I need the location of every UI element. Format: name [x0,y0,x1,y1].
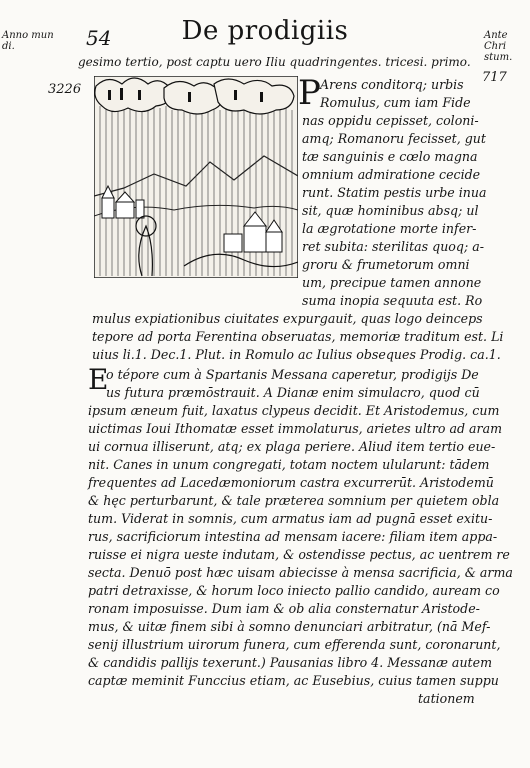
right-margin-note [484,30,530,63]
paragraph2-line: ronam imposuisse. Dum iam & ob alia consternatur Aristode- [88,601,480,616]
paragraph2-line: secta. Denuō post hæc uisam abiecisse à mensa sacrificia, & arma [88,565,513,580]
paragraph1-line: sit, quæ hominibus absq; ul [302,203,479,218]
intro-line: gesimo tertio, post captu uero Iliu quadringentes. tricesi. primo. [78,55,471,69]
paragraph1-line: Arens conditorq; urbis [320,77,464,92]
woodcut-blood-rain-illustration [94,76,298,278]
paragraph1-line: tæ sanguinis e cœlo magna [302,149,478,164]
paragraph2-line: senij illustrium uirorum funera, cum efferenda sunt, coronarunt, [88,637,501,652]
paragraph2-line: rus, sacrificiorum intestina ad mensam iacere: filiam item appa- [88,529,498,544]
paragraph2-line: ruisse ei nigra ueste indutam, & ostendisse pectus, ac uentrem re [88,547,510,562]
left-margin-year: 3226 [48,82,82,97]
paragraph1-line: suma inopia sequuta est. Ro [302,293,483,308]
running-head: De prodigiis [181,16,349,46]
paragraph1-line: groru & frumetorum omni [302,257,470,272]
paragraph2-line: & hęc perturbarunt, & tale præterea somnium per quietem obla [88,493,500,508]
right-margin-note-line2: stum. [484,52,513,63]
paragraph1-line: uius li.1. Dec.1. Plut. in Romulo ac Iulius obseques Prodig. ca.1. [92,347,501,362]
paragraph1-line: la ægrotatione morte infer- [302,221,477,236]
paragraph1-line: omnium admiratione cecide [302,167,481,182]
paragraph2-line: us futura præmōstrauit. A Dianæ enim simulacro, quod cū [106,385,480,400]
paragraph2-line: & candidis pallijs texerunt.) Pausanias libro 4. Messanæ autem [88,655,493,670]
left-margin-note-line2: di. [2,41,15,52]
paragraph2-line: frequentes ad Lacedæmoniorum castra excurrerūt. Aristodemū [88,475,494,490]
paragraph2-dropcap: E [88,363,109,396]
page-number: 54 [86,26,112,50]
paragraph1-line: Romulus, cum iam Fide [320,95,471,110]
paragraph2-line: nit. Canes in unum congregati, totam noctem ulularunt: tādem [88,457,490,472]
paragraph2-line: captæ meminit Funccius etiam, ac Eusebius, cuius tamen suppu [88,673,499,688]
paragraph2-line: ui cornua illiserunt, atq; ex plaga periere. Aliud item tertio eue- [88,439,496,454]
paragraph2-line: o tépore cum à Spartanis Messana caperetur, prodigijs De [106,367,479,382]
paragraph1-line: ret subita: sterilitas quoq; a- [302,239,484,254]
right-margin-year: 717 [482,70,507,85]
paragraph1-dropcap: P [298,73,321,113]
right-margin-note-line1: Ante Chri [484,30,508,52]
paragraph2-line: ipsum æneum fuit, laxatus clypeus decidit. Et Aristodemus, cum [88,403,500,418]
left-margin-note-line1: Anno mun [2,30,54,41]
paragraph1-line: nas oppidu cepisset, coloni- [302,113,479,128]
paragraph2-line: patri detraxisse, & horum loco iniecto pallio candido, auream co [88,583,500,598]
paragraph2-line: mus, & uitæ finem sibi à somno denunciari arbitratur, (nā Mef- [88,619,491,634]
paragraph2-line: tationem [418,691,475,706]
paragraph2-line: tum. Viderat in somnis, cum armatus iam ad pugnā esset exitu- [88,511,493,526]
paragraph1-line: mulus expiationibus ciuitates expurgauit, quas logo deinceps [92,311,483,326]
paragraph2-line: uictimas Ioui Ithomatæ esset immolaturus, arietes ultro ad aram [88,421,503,436]
paragraph1-line: amq; Romanoru fecisset, gut [302,131,486,146]
paragraph1-line: um, precipue tamen annone [302,275,482,290]
paragraph1-line: tepore ad porta Ferentina obseruatas, memoriæ traditum est. Li [92,329,504,344]
paragraph1-line: runt. Statim pestis urbe inua [302,185,487,200]
